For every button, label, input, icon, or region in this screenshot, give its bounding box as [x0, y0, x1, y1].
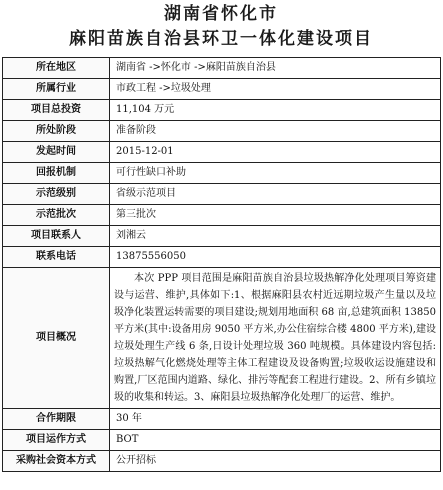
label-return-mechanism: 回报机制 — [3, 163, 110, 184]
value-start-date: 2015-12-01 — [110, 142, 441, 163]
title-project: 麻阳苗族自治县环卫一体化建设项目 — [69, 29, 373, 49]
row-overview — [3, 268, 441, 409]
value-investment: 11,104 万元 — [110, 100, 441, 121]
row-investment — [3, 100, 441, 121]
label-demo-batch: 示范批次 — [3, 205, 110, 226]
label-contact: 项目联系人 — [3, 226, 110, 247]
label-term: 合作期限 — [3, 409, 110, 430]
value-procurement: 公开招标 — [110, 451, 441, 472]
label-region: 所在地区 — [3, 58, 110, 79]
title-region: 湖南省怀化市 — [164, 4, 278, 24]
label-investment: 项目总投资 — [3, 100, 110, 121]
row-start-date — [3, 142, 441, 163]
value-demo-level: 省级示范项目 — [110, 184, 441, 205]
title-block — [2, 2, 440, 51]
label-overview: 项目概况 — [3, 268, 110, 409]
project-info-table — [2, 57, 441, 472]
row-demo-level — [3, 184, 441, 205]
row-procurement — [3, 451, 441, 472]
label-operation-mode: 项目运作方式 — [3, 430, 110, 451]
row-term — [3, 409, 441, 430]
value-region: 湖南省 ->怀化市 ->麻阳苗族自治县 — [110, 58, 441, 79]
value-contact: 刘湘云 — [110, 226, 441, 247]
label-procurement: 采购社会资本方式 — [3, 451, 110, 472]
row-region — [3, 58, 441, 79]
row-stage — [3, 121, 441, 142]
row-contact — [3, 226, 441, 247]
row-demo-batch — [3, 205, 441, 226]
row-phone — [3, 247, 441, 268]
label-demo-level: 示范级别 — [3, 184, 110, 205]
label-industry: 所属行业 — [3, 79, 110, 100]
label-phone: 联系电话 — [3, 247, 110, 268]
value-stage: 准备阶段 — [110, 121, 441, 142]
row-return-mechanism — [3, 163, 441, 184]
value-return-mechanism: 可行性缺口补助 — [110, 163, 441, 184]
row-industry — [3, 79, 441, 100]
project-sheet — [2, 2, 440, 472]
value-industry: 市政工程 ->垃圾处理 — [110, 79, 441, 100]
label-stage: 所处阶段 — [3, 121, 110, 142]
value-overview: 本次 PPP 项目范围是麻阳苗族自治县垃圾热解净化处理项目筹资建设与运营、维护,具体如下:1、根据麻阳县农村近远期垃圾产生量以及垃圾净化装置运转需要的项目建设;规划用地面积 68 亩,总建筑面积 13850 平方米(其中:设备用房 9050 平方米,办公住宿综合楼 4800 平方米),建设垃圾处理生产线 6 条,日设计处理垃圾 360 吨规模。具体建设内容包括:垃圾热解气化燃烧处理等主体工程建设及设备购置;垃圾收运设施建设和购置,厂区范围内道路、绿化、排污等配套工程进行建设。2、所有乡镇垃圾的收集和转运。3、麻阳县垃圾热解净化处理厂的运营、维护。 — [110, 268, 441, 409]
value-operation-mode: BOT — [110, 430, 441, 451]
row-operation-mode — [3, 430, 441, 451]
label-start-date: 发起时间 — [3, 142, 110, 163]
value-phone: 13875556050 — [110, 247, 441, 268]
value-demo-batch: 第三批次 — [110, 205, 441, 226]
value-term: 30 年 — [110, 409, 441, 430]
